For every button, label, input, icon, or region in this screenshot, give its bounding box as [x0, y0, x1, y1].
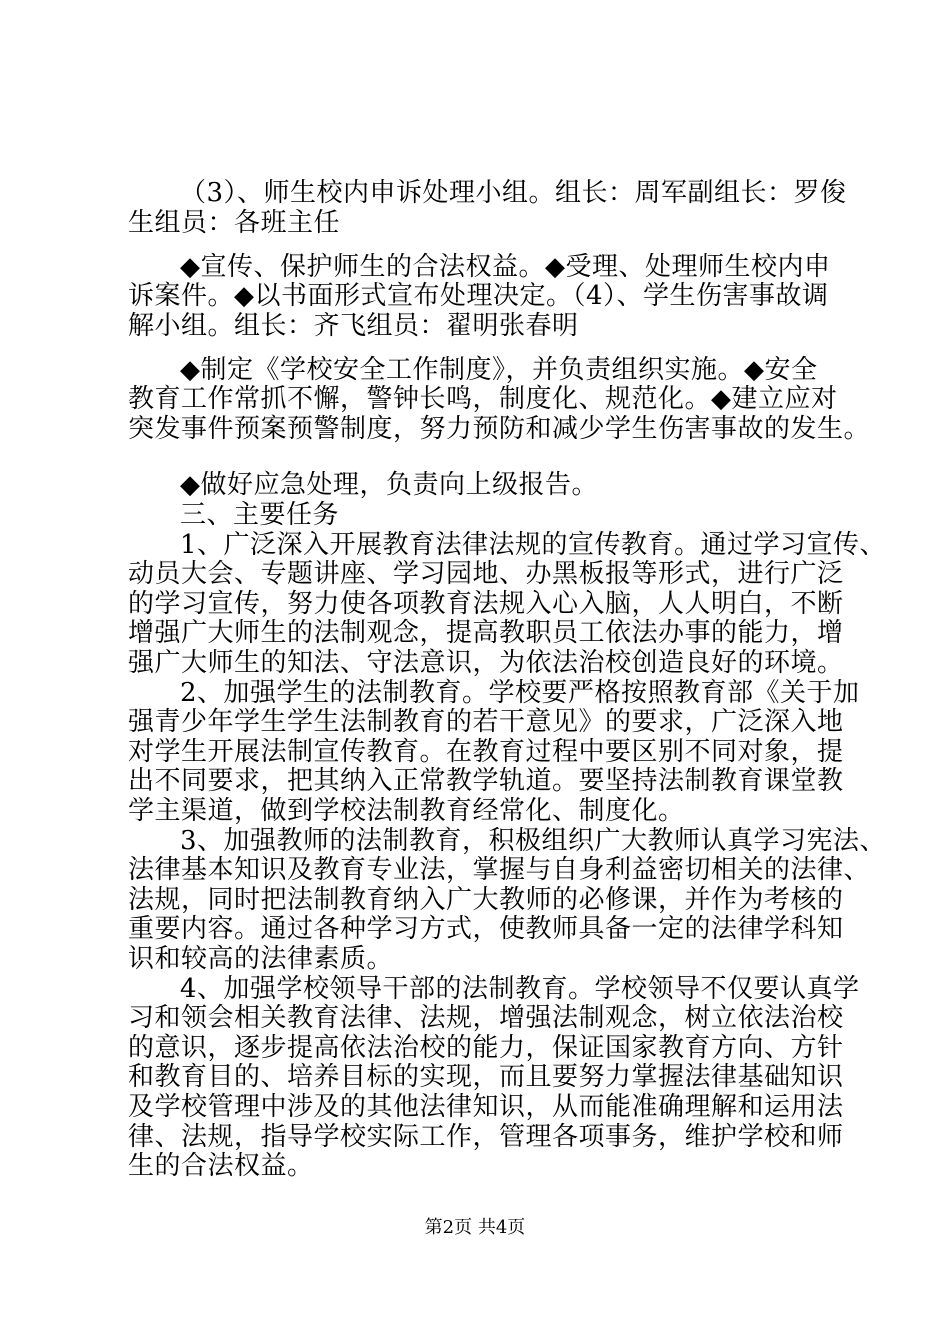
text-line: ◆宣传、保护师生的合法权益。◆受理、处理师生校内申: [180, 252, 831, 282]
text-line: ◆做好应急处理，负责向上级报告。: [180, 470, 598, 500]
text-line: 1、广泛深入开展教育法律法规的宣传教育。通过学习宣传、: [180, 530, 887, 560]
text-line: 诉案件。◆以书面形式宣布处理决定。（4）、学生伤害事故调: [128, 281, 829, 311]
text-line: 动员大会、专题讲座、学习园地、办黑板报等形式，进行广泛: [128, 559, 844, 589]
text-line: 法律基本知识及教育专业法，掌握与自身利益密切相关的法律、: [128, 855, 871, 885]
text-line: 学主渠道，做到学校法制教育经常化、制度化。: [128, 796, 685, 826]
text-line: 4、加强学校领导干部的法制教育。学校领导不仅要认真学: [180, 974, 860, 1004]
text-line: 强广大师生的知法、守法意识，为依法治校创造良好的环境。: [128, 648, 844, 678]
text-line: 生组员：各班主任: [128, 208, 341, 238]
text-line: 突发事件预案预警制度，努力预防和减少学生伤害事故的发生。: [128, 414, 871, 444]
text-line: 识和较高的法律素质。: [128, 944, 394, 974]
text-line: 律、法规，指导学校实际工作，管理各项事务，维护学校和师: [128, 1122, 844, 1152]
page-number-footer: 第2页 共4页: [424, 1217, 526, 1238]
text-line: 重要内容。通过各种学习方式，使教师具备一定的法律学科知: [128, 914, 844, 944]
text-line: 的学习宣传，努力使各项教育法规入心入脑，人人明白，不断: [128, 589, 844, 619]
text-line: 生的合法权益。: [128, 1151, 314, 1181]
text-line: 出不同要求，把其纳入正常教学轨道。要坚持法制教育课堂教: [128, 766, 844, 796]
text-line: 3、加强教师的法制教育，积极组织广大教师认真学习宪法、: [180, 826, 887, 856]
section-heading: 三、主要任务: [180, 500, 340, 530]
text-line: 对学生开展法制宣传教育。在教育过程中要区别不同对象，提: [128, 737, 844, 767]
text-line: （3）、师生校内申诉处理小组。组长：周军副组长：罗俊: [180, 178, 847, 208]
text-line: 增强广大师生的法制观念，提高教职员工依法办事的能力，增: [128, 618, 844, 648]
text-line: 教育工作常抓不懈，警钟长鸣，制度化、规范化。◆建立应对: [128, 384, 838, 414]
text-line: ◆制定《学校安全工作制度》，并负责组织实施。◆安全: [180, 355, 818, 385]
text-line: 和教育目的、培养目标的实现，而且要努力掌握法律基础知识: [128, 1062, 844, 1092]
text-line: 强青少年学生学生法制教育的若干意见》的要求，广泛深入地: [128, 707, 844, 737]
text-line: 习和领会相关教育法律、法规，增强法制观念，树立依法治校: [128, 1003, 844, 1033]
text-line: 法规，同时把法制教育纳入广大教师的必修课，并作为考核的: [128, 885, 844, 915]
text-line: 2、加强学生的法制教育。学校要严格按照教育部《关于加: [180, 678, 860, 708]
text-line: 及学校管理中涉及的其他法律知识，从而能准确理解和运用法: [128, 1092, 844, 1122]
text-line: 的意识，逐步提高依法治校的能力，保证国家教育方向、方针: [128, 1033, 844, 1063]
text-line: 解小组。组长：齐飞组员：翟明张春明: [128, 311, 579, 341]
